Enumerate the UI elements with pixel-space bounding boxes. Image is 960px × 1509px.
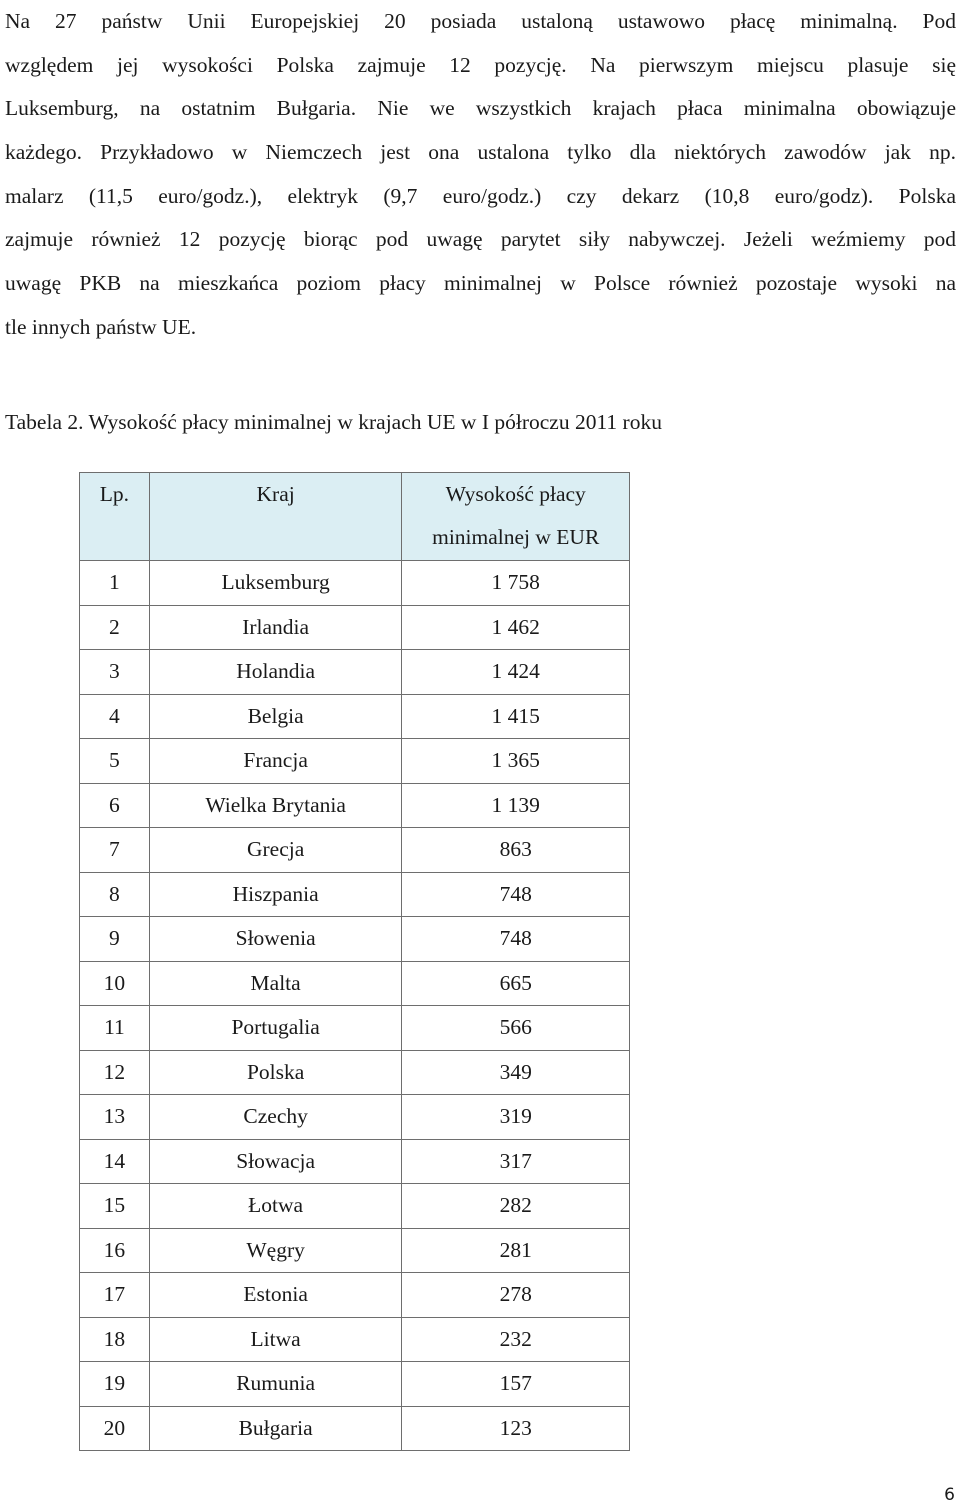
table-row: [80, 1317, 630, 1362]
table-row: [80, 1273, 630, 1318]
table-row: [80, 1139, 630, 1184]
cell-lp: 7: [80, 828, 150, 873]
cell-wage: 748: [402, 872, 630, 917]
cell-lp: 13: [80, 1095, 150, 1140]
cell-lp: 5: [80, 739, 150, 784]
table-row: [80, 605, 630, 650]
cell-lp: 19: [80, 1362, 150, 1407]
cell-lp: 4: [80, 694, 150, 739]
cell-country: Rumunia: [149, 1362, 402, 1407]
intro-paragraph: [5, 0, 956, 350]
header-wage-line1: Wysokość płacy: [445, 482, 586, 506]
table-row: [80, 1006, 630, 1051]
page-number: 6: [944, 1485, 955, 1505]
table-body: [80, 561, 630, 1451]
cell-wage: 1 424: [402, 650, 630, 695]
cell-lp: 17: [80, 1273, 150, 1318]
header-country: Kraj: [149, 473, 402, 561]
cell-wage: 232: [402, 1317, 630, 1362]
cell-wage: 123: [402, 1406, 630, 1451]
cell-country: Francja: [149, 739, 402, 784]
table-row: [80, 872, 630, 917]
cell-country: Węgry: [149, 1228, 402, 1273]
cell-wage: 349: [402, 1050, 630, 1095]
cell-wage: 157: [402, 1362, 630, 1407]
cell-country: Litwa: [149, 1317, 402, 1362]
cell-country: Irlandia: [149, 605, 402, 650]
table-row: [80, 961, 630, 1006]
header-lp: Lp.: [80, 473, 150, 561]
paragraph-line: Na 27 państw Unii Europejskiej 20 posiada ustaloną ustawowo płacę minimalną. Pod: [5, 9, 956, 33]
cell-lp: 11: [80, 1006, 150, 1051]
cell-country: Wielka Brytania: [149, 783, 402, 828]
cell-country: Łotwa: [149, 1184, 402, 1229]
cell-wage: 1 758: [402, 561, 630, 606]
cell-lp: 6: [80, 783, 150, 828]
cell-wage: 1 415: [402, 694, 630, 739]
table-row: [80, 1050, 630, 1095]
cell-lp: 15: [80, 1184, 150, 1229]
cell-country: Czechy: [149, 1095, 402, 1140]
table-row: [80, 694, 630, 739]
cell-wage: 317: [402, 1139, 630, 1184]
cell-wage: 319: [402, 1095, 630, 1140]
table-row: [80, 561, 630, 606]
cell-country: Holandia: [149, 650, 402, 695]
cell-lp: 9: [80, 917, 150, 962]
paragraph-line: malarz (11,5 euro/godz.), elektryk (9,7 euro/godz.) czy dekarz (10,8 euro/godz). Polska: [5, 183, 956, 208]
cell-wage: 1 365: [402, 739, 630, 784]
cell-lp: 10: [80, 961, 150, 1006]
cell-wage: 665: [402, 961, 630, 1006]
cell-wage: 282: [402, 1184, 630, 1229]
cell-lp: 14: [80, 1139, 150, 1184]
cell-lp: 8: [80, 872, 150, 917]
table-row: [80, 650, 630, 695]
cell-wage: 863: [402, 828, 630, 873]
cell-wage: 566: [402, 1006, 630, 1051]
cell-country: Polska: [149, 1050, 402, 1095]
paragraph-line: względem jej wysokości Polska zajmuje 12 pozycję. Na pierwszym miejscu plasuje się: [5, 52, 956, 77]
cell-wage: 748: [402, 917, 630, 962]
table-row: [80, 1406, 630, 1451]
cell-lp: 1: [80, 561, 150, 606]
table-header-row: [80, 473, 630, 561]
cell-country: Portugalia: [149, 1006, 402, 1051]
table-row: [80, 1184, 630, 1229]
cell-country: Estonia: [149, 1273, 402, 1318]
cell-wage: 281: [402, 1228, 630, 1273]
cell-country: Grecja: [149, 828, 402, 873]
cell-wage: 1 139: [402, 783, 630, 828]
table-row: [80, 1228, 630, 1273]
cell-lp: 3: [80, 650, 150, 695]
table-row: [80, 1362, 630, 1407]
cell-country: Hiszpania: [149, 872, 402, 917]
cell-lp: 18: [80, 1317, 150, 1362]
paragraph-line: uwagę PKB na mieszkańca poziom płacy minimalnej w Polsce również pozostaje wysoki na: [5, 271, 956, 296]
cell-country: Luksemburg: [149, 561, 402, 606]
table-row: [80, 739, 630, 784]
cell-wage: 278: [402, 1273, 630, 1318]
table-row: [80, 783, 630, 828]
paragraph-line: każdego. Przykładowo w Niemczech jest ona ustalona tylko dla niektórych zawodów jak np.: [5, 140, 956, 165]
header-wage: [402, 473, 630, 561]
cell-lp: 16: [80, 1228, 150, 1273]
header-wage-line2: minimalnej w EUR: [432, 525, 600, 549]
cell-lp: 12: [80, 1050, 150, 1095]
table-row: [80, 917, 630, 962]
cell-lp: 20: [80, 1406, 150, 1451]
table-caption: Tabela 2. Wysokość płacy minimalnej w krajach UE w I półroczu 2011 roku: [5, 410, 662, 434]
paragraph-line: zajmuje również 12 pozycję biorąc pod uwagę parytet siły nabywczej. Jeżeli weźmiemy pod: [5, 227, 956, 252]
minimum-wage-table: [79, 472, 630, 1451]
cell-country: Bułgaria: [149, 1406, 402, 1451]
paragraph-line: Luksemburg, na ostatnim Bułgaria. Nie we wszystkich krajach płaca minimalna obowiązuje: [5, 96, 956, 121]
table-row: [80, 828, 630, 873]
cell-country: Malta: [149, 961, 402, 1006]
table-row: [80, 1095, 630, 1140]
cell-lp: 2: [80, 605, 150, 650]
paragraph-line: tle innych państw UE.: [5, 314, 197, 339]
cell-country: Słowacja: [149, 1139, 402, 1184]
cell-country: Belgia: [149, 694, 402, 739]
cell-wage: 1 462: [402, 605, 630, 650]
cell-country: Słowenia: [149, 917, 402, 962]
